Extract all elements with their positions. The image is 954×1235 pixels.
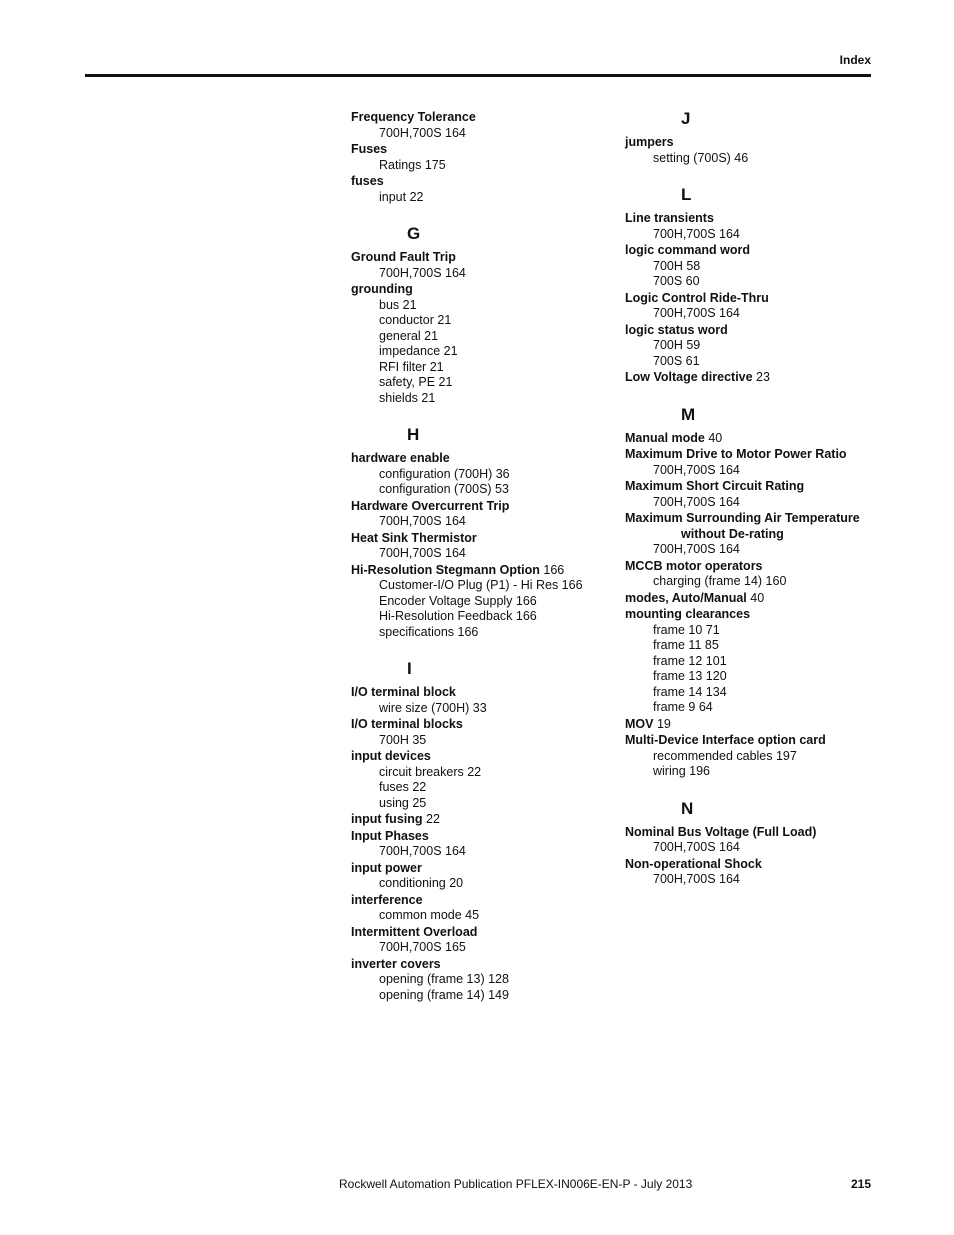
index-subentry: Ratings 175 <box>379 157 446 172</box>
index-entry <box>351 142 611 173</box>
index-letter-heading: I <box>407 659 412 678</box>
index-term <box>351 861 611 877</box>
index-entry <box>351 812 611 828</box>
index-term-text: hardware enable <box>351 451 450 465</box>
index-term <box>351 142 611 158</box>
index-subentry: conductor 21 <box>379 313 452 327</box>
index-letter-heading: H <box>407 425 420 444</box>
index-term-text: mounting clearances <box>625 607 751 621</box>
index-entry <box>625 447 885 478</box>
index-entry <box>625 825 885 856</box>
index-entry <box>625 211 885 242</box>
index-term <box>625 857 885 873</box>
index-term-page: 23 <box>752 370 770 384</box>
index-term-text: Non-operational Shock <box>625 856 762 871</box>
index-subentry: 700H,700S 164 <box>653 840 740 854</box>
index-term-text: input devices <box>351 749 431 763</box>
page-header-title: Index <box>839 53 871 67</box>
index-subentry: 700H,700S 164 <box>653 462 740 477</box>
index-subentry: 700H 35 <box>379 732 427 747</box>
index-subentry: 700H,700S 164 <box>653 494 740 509</box>
index-subentry: 700H,700S 165 <box>379 940 466 954</box>
index-subentry: wiring 196 <box>653 764 710 778</box>
index-subentry: 700H,700S 164 <box>379 514 466 528</box>
index-term <box>351 250 611 266</box>
index-term <box>625 431 885 447</box>
index-term <box>625 825 885 841</box>
index-entry <box>351 829 611 860</box>
index-term <box>351 925 611 941</box>
index-column-right <box>625 109 885 888</box>
index-entry <box>351 110 611 141</box>
index-subentry: 700S 61 <box>653 353 700 368</box>
index-term-text: Fuses <box>351 142 388 156</box>
footer-publication: Rockwell Automation Publication PFLEX-IN006E-EN-P - July 2013 <box>339 1177 693 1191</box>
index-subentry: general 21 <box>379 328 439 343</box>
index-entry <box>625 857 885 888</box>
index-entry <box>625 370 885 386</box>
index-entry <box>351 563 611 641</box>
index-term-text: Maximum Short Circuit Rating <box>625 479 805 493</box>
index-term-text: Hardware Overcurrent Trip <box>351 498 510 513</box>
index-subentry: 700H,700S 164 <box>653 306 740 320</box>
index-subentry: 700H,700S 164 <box>653 872 740 886</box>
index-term-text: fuses <box>351 174 384 188</box>
index-term-text: Maximum Drive to Motor Power Ratio <box>625 447 847 461</box>
index-term-text: Manual mode <box>625 430 705 445</box>
index-entry <box>351 717 611 748</box>
header-rule <box>85 74 871 77</box>
index-term-text: input power <box>351 860 422 875</box>
index-entry <box>625 291 885 322</box>
index-entry <box>351 749 611 811</box>
index-subentry: setting (700S) 46 <box>653 150 749 165</box>
index-term <box>625 291 885 307</box>
index-term <box>625 135 885 151</box>
index-subentry: opening (frame 13) 128 <box>379 972 509 986</box>
index-term <box>351 499 611 515</box>
index-term <box>625 370 885 386</box>
index-entry <box>351 282 611 406</box>
index-entry <box>625 559 885 590</box>
index-subentry: frame 9 64 <box>653 700 713 714</box>
index-term <box>625 243 885 259</box>
index-term <box>351 829 611 845</box>
index-entry <box>351 499 611 530</box>
index-term-text: Maximum Surrounding Air Temperature <box>625 511 860 525</box>
index-term-text: grounding <box>351 282 413 296</box>
index-term-page: 40 <box>746 590 765 605</box>
index-entry <box>625 591 885 607</box>
index-term <box>625 733 885 749</box>
index-term-text: Nominal Bus Voltage (Full Load) <box>625 824 817 839</box>
index-letter-heading: L <box>681 185 692 204</box>
index-entry <box>625 323 885 370</box>
index-term-text: Hi-Resolution Stegmann Option <box>351 562 540 577</box>
index-subentry: configuration (700S) 53 <box>379 482 509 496</box>
index-term <box>625 211 885 227</box>
index-entry <box>351 861 611 892</box>
index-term-text: Multi-Device Interface option card <box>625 733 826 747</box>
index-subentry: fuses 22 <box>379 780 427 794</box>
index-subentry: configuration (700H) 36 <box>379 466 510 481</box>
index-term-text: MCCB motor operators <box>625 558 763 573</box>
index-term <box>625 717 885 733</box>
index-term-page: 22 <box>422 812 440 826</box>
index-subentry: common mode 45 <box>379 908 480 922</box>
index-subentry: specifications 166 <box>379 624 479 639</box>
index-column-left <box>351 109 611 1003</box>
index-term <box>625 447 885 463</box>
index-entry <box>625 479 885 510</box>
index-subentry: 700S 60 <box>653 274 700 288</box>
footer-page-number: 215 <box>850 1177 871 1191</box>
index-term-text: input fusing <box>351 812 423 826</box>
index-entry <box>625 733 885 780</box>
index-term-page: 40 <box>704 430 723 445</box>
index-term-text: Low Voltage directive <box>625 370 753 384</box>
index-subentry: recommended cables 197 <box>653 748 797 763</box>
index-subentry: Encoder Voltage Supply 166 <box>379 593 537 608</box>
index-subentry: shields 21 <box>379 390 436 405</box>
index-term <box>351 749 611 765</box>
index-subentry: opening (frame 14) 149 <box>379 987 509 1002</box>
index-letter-heading: J <box>681 109 691 128</box>
index-term-text: Ground Fault Trip <box>351 250 456 264</box>
index-term-text: Line transients <box>625 211 714 225</box>
index-subentry: using 25 <box>379 795 427 810</box>
index-subentry: 700H,700S 164 <box>379 546 466 560</box>
index-term-page: 19 <box>653 716 671 731</box>
index-entry <box>625 717 885 733</box>
index-term <box>625 607 885 623</box>
index-entry <box>625 511 885 558</box>
index-entry <box>351 250 611 281</box>
index-term-text: Frequency Tolerance <box>351 110 476 124</box>
index-entry <box>351 174 611 205</box>
index-term <box>351 451 611 467</box>
index-subentry: circuit breakers 22 <box>379 764 482 779</box>
index-subentry: 700H,700S 164 <box>653 542 740 556</box>
index-subentry: safety, PE 21 <box>379 375 453 389</box>
index-term <box>625 591 885 607</box>
index-term-text: Logic Control Ride-Thru <box>625 290 769 305</box>
index-subentry: Customer-I/O Plug (P1) - Hi Res 166 <box>379 578 583 592</box>
index-subentry: conditioning 20 <box>379 876 464 890</box>
index-term-continuation: without De-rating <box>681 526 784 541</box>
index-entry <box>351 957 611 1004</box>
index-term <box>625 559 885 575</box>
index-term-text: interference <box>351 892 423 907</box>
index-subentry: RFI filter 21 <box>379 359 444 374</box>
index-subentry: bus 21 <box>379 297 417 312</box>
index-term <box>625 323 885 339</box>
index-term-text: I/O terminal block <box>351 685 456 699</box>
index-term <box>351 893 611 909</box>
index-entry <box>625 135 885 166</box>
index-subentry: Hi-Resolution Feedback 166 <box>379 609 537 623</box>
index-letter-heading: M <box>681 404 696 424</box>
index-term <box>625 479 885 495</box>
index-term-text: MOV <box>625 716 654 731</box>
index-subentry: charging (frame 14) 160 <box>653 574 787 588</box>
index-term-text: logic command word <box>625 243 751 257</box>
index-term-text: jumpers <box>625 135 674 149</box>
index-term-text: modes, Auto/Manual <box>625 590 747 605</box>
index-term-text: Heat Sink Thermistor <box>351 530 477 545</box>
index-term <box>625 511 885 527</box>
index-entry <box>351 531 611 562</box>
index-subentry: 700H,700S 164 <box>653 226 740 241</box>
index-term-text: I/O terminal blocks <box>351 717 463 731</box>
index-term <box>351 110 611 126</box>
index-letter-heading: G <box>407 224 421 243</box>
index-term <box>351 531 611 547</box>
index-subentry: 700H,700S 164 <box>379 265 466 280</box>
index-subentry: 700H,700S 164 <box>379 844 466 858</box>
index-entry <box>351 451 611 498</box>
index-entry <box>351 925 611 956</box>
index-entry <box>351 893 611 924</box>
index-subentry: frame 11 85 <box>653 638 719 652</box>
index-subentry: frame 14 134 <box>653 684 727 699</box>
index-subentry: input 22 <box>379 189 424 204</box>
index-term-text: logic status word <box>625 322 728 337</box>
index-subentry: impedance 21 <box>379 344 458 358</box>
index-term <box>351 174 611 190</box>
index-subentry: 700H 59 <box>653 338 701 352</box>
index-term <box>351 957 611 973</box>
index-term-text: inverter covers <box>351 956 441 971</box>
index-term <box>351 717 611 733</box>
index-term <box>351 812 611 828</box>
index-term-text: Input Phases <box>351 828 429 843</box>
index-term <box>351 563 611 579</box>
index-entry <box>625 243 885 290</box>
index-entry <box>625 431 885 447</box>
index-term-page: 166 <box>539 562 565 577</box>
index-letter-heading: N <box>681 798 694 818</box>
index-term-text: Intermittent Overload <box>351 924 478 939</box>
index-term <box>351 685 611 701</box>
index-term <box>351 282 611 298</box>
index-subentry: 700H,700S 164 <box>379 125 466 140</box>
index-subentry: wire size (700H) 33 <box>379 700 487 715</box>
index-subentry: 700H 58 <box>653 258 701 273</box>
index-subentry: frame 10 71 <box>653 622 720 637</box>
index-subentry: frame 13 120 <box>653 669 727 683</box>
index-subentry: frame 12 101 <box>653 653 727 668</box>
index-entry <box>351 685 611 716</box>
index-entry <box>625 607 885 716</box>
